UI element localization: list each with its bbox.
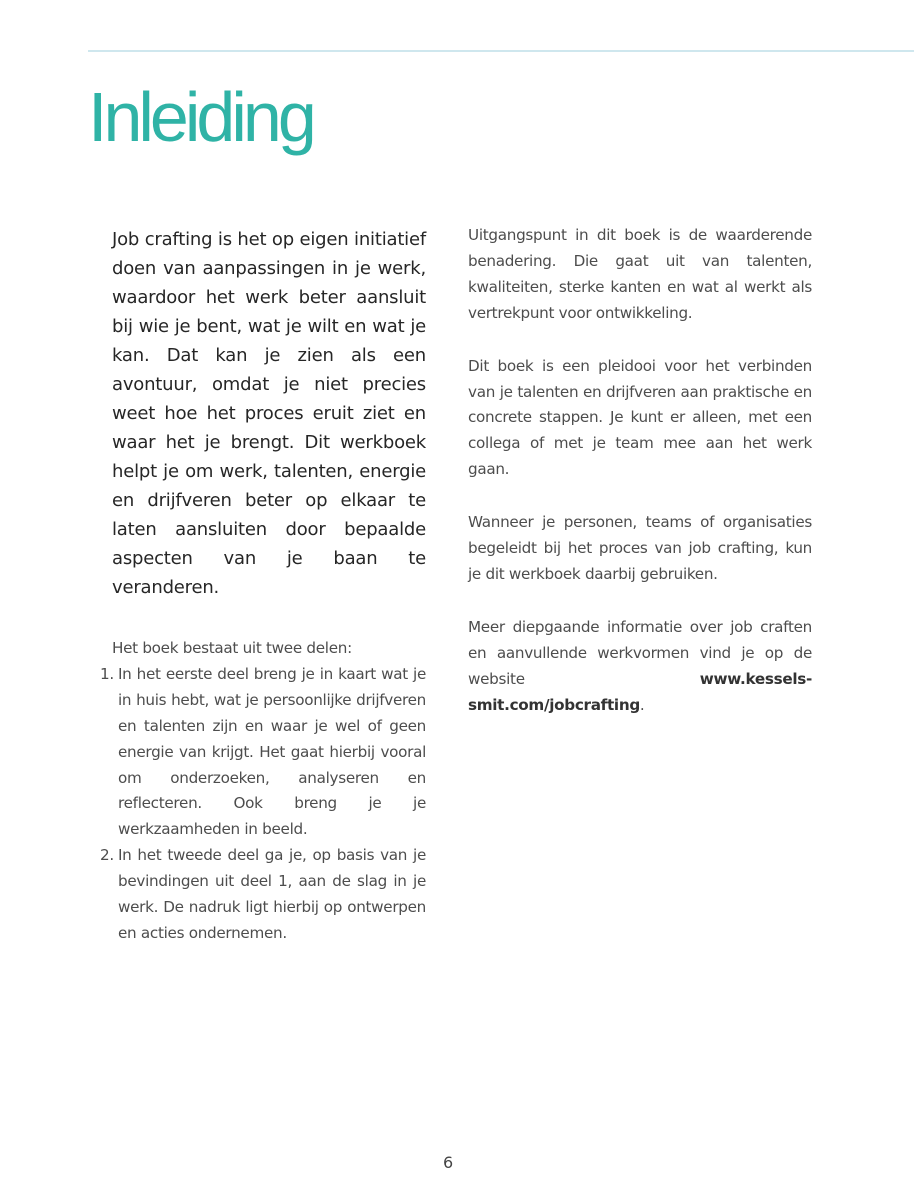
list-item-number: 2. (100, 846, 114, 865)
list-item (100, 843, 426, 947)
more-info-end: . (639, 695, 645, 714)
page-number: 6 (443, 1153, 454, 1172)
list-item-number: 1. (100, 664, 114, 683)
list-item-text: In het tweede deel ga je, op basis van je bevindingen uit deel 1, aan de slag in je werk. De nadruk ligt hierbij op ontwerpen en acties ondernemen. (118, 846, 426, 942)
list-item-text: In het eerste deel breng je in kaart wat je in huis hebt, wat je persoonlijke drijfveren en talenten zijn en waar je wel of geen energie van krijgt. Het gaat hierbij vooral om onderzoeken, analyseren en reflecteren. Ook breng je je werkzaamheden in beeld. (118, 664, 426, 839)
list-item (100, 662, 426, 843)
paragraph-plea: Dit boek is een pleidooi voor het verbinden van je talenten en drijfveren aan praktische en concrete stappen. Je kunt er alleen, met een collega of met je team mee aan het werk gaan. (468, 356, 812, 479)
paragraph-approach: Uitgangspunt in dit boek is de waarderende benadering. Die gaat uit van talenten, kwaliteiten, sterke kanten en wat al werkt als vertrekpunt voor ontwikkeling. (468, 226, 812, 322)
paragraph-more-info (468, 615, 812, 719)
header-rule (88, 50, 914, 52)
right-column (468, 223, 812, 719)
lead-paragraph: Job crafting is het op eigen initiatief doen van aanpassingen in je werk, waardoor het werk beter aansluit bij wie je bent, wat je wilt en wat je kan. Dat kan je zien als een avontuur, omdat je niet precies weet hoe het proces eruit ziet en waar het je brengt. Dit werkboek helpt je om werk, talenten, energie en drijfveren beter op elkaar te laten aansluiten door bepaalde aspecten van je baan te veranderen. (112, 229, 426, 598)
parts-intro: Het boek bestaat uit twee delen: (112, 639, 352, 657)
more-info-text: Meer diepgaande informatie over job craften en aanvullende werkvormen vind je op de website (468, 617, 812, 688)
paragraph-guidance: Wanneer je personen, teams of organisaties begeleidt bij het proces van job crafting, kun je dit werkboek daarbij gebruiken. (468, 513, 812, 583)
page-title: Inleiding (88, 78, 313, 156)
website-link[interactable]: www.kessels-smit.com/jobcrafting (468, 669, 812, 714)
left-column (100, 225, 426, 947)
parts-list (100, 662, 426, 947)
